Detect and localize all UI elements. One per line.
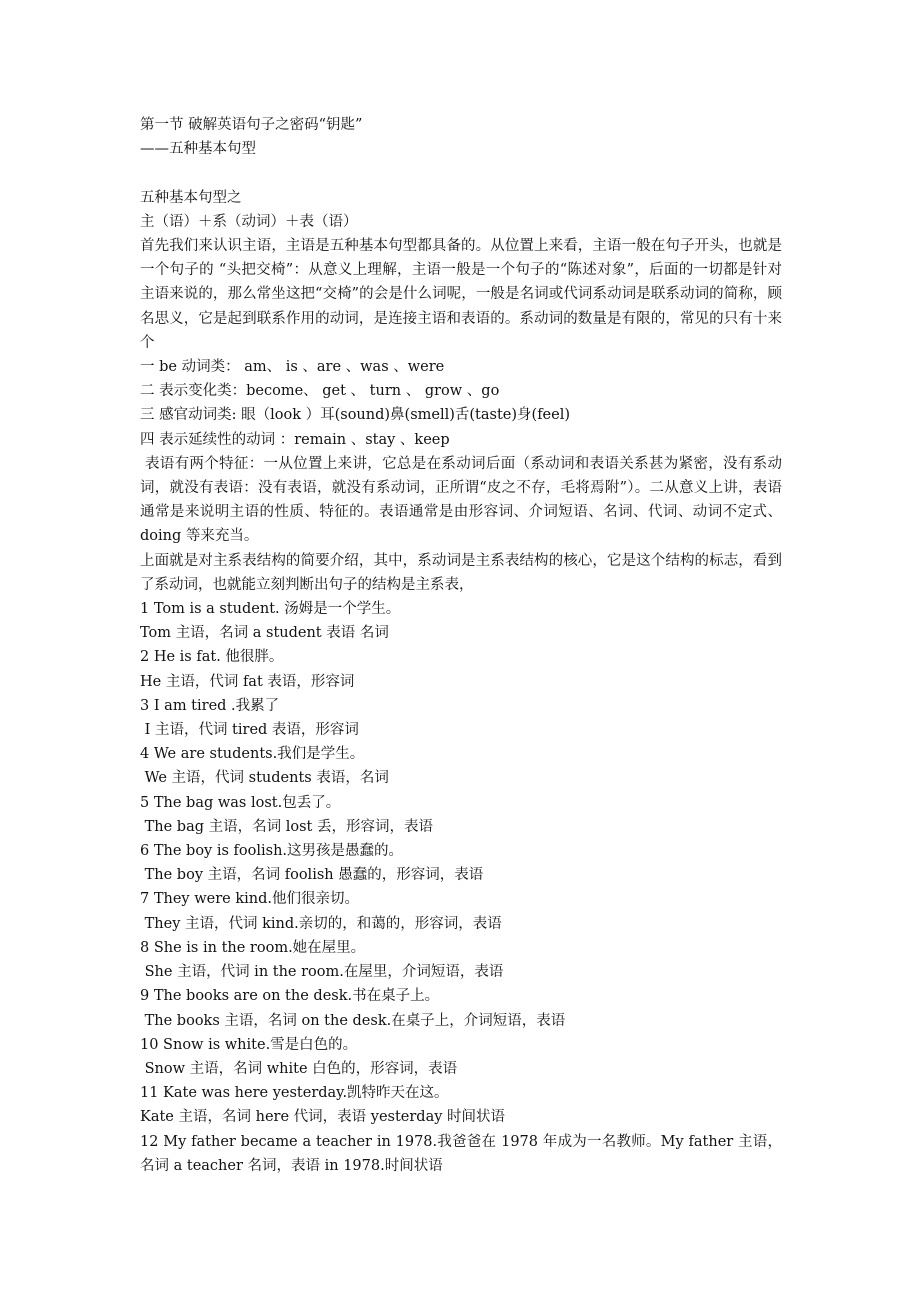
example-sentence: 3 I am tired .我累了 [140,697,280,714]
intro-paragraph: 首先我们来认识主语，主语是五种基本句型都具备的。从位置上来看，主语一般在句子开头，也就是一个句子的 “头把交椅”：从意义上理解，主语一般是一个句子的“陈述对象”，后面的一切都是针对主语来说的，那么常坐这把“交椅”的会是什么词呢，一般是名词或代词系动词是联系动词的简称，顾名思义，它是起到联系作用的动词，是连接主语和表语的。系动词的数量是有限的，常见的只有十来个 [140,238,782,351]
sentence-pattern: 主（语）＋系（动词）＋表（语） [140,213,358,230]
example-analysis: He 主语，代词 fat 表语，形容词 [140,673,355,690]
document-body [140,113,782,1178]
example-sentence: 6 The boy is foolish.这男孩是愚蠢的。 [140,843,404,860]
example-sentence: 1 Tom is a student. 汤姆是一个学生。 [140,601,401,618]
example-sentence: 5 The bag was lost.包丢了。 [140,794,341,811]
example-sentence: 8 She is in the room.她在屋里。 [140,939,366,956]
section-heading: 五种基本句型之 [140,189,242,206]
example-analysis: Tom 主语，名词 a student 表语 名词 [140,625,389,642]
example-sentence: 4 We are students.我们是学生。 [140,746,365,763]
example-sentence: 11 Kate was here yesterday.凯特昨天在这。 [140,1085,449,1102]
example-analysis: Snow 主语，名词 white 白色的，形容词，表语 [140,1060,458,1077]
section-title: 第一节 破解英语句子之密码“钥匙” [140,117,363,133]
blank-line [140,161,782,185]
verb-type-item: 一 be 动词类： am、 is 、are 、was 、were [140,359,445,376]
example-analysis: The boy 主语，名词 foolish 愚蠢的，形容词，表语 [140,867,484,884]
example-analysis: The books 主语，名词 on the desk.在桌子上，介词短语，表语 [140,1012,566,1029]
example-analysis: They 主语，代词 kind.亲切的，和蔼的，形容词，表语 [140,915,502,932]
example-analysis: She 主语，代词 in the room.在屋里，介词短语，表语 [140,964,504,981]
verb-type-item: 四 表示延续性的动词 ：remain 、stay 、keep [140,431,450,448]
example-analysis: I 主语，代词 tired 表语，形容词 [140,722,359,739]
example-sentence: 10 Snow is white.雪是白色的。 [140,1036,358,1053]
example-analysis: The bag 主语，名词 lost 丢，形容词，表语 [140,818,433,835]
verb-type-item: 三 感官动词类: 眼（look ）耳(sound)鼻(smell)舌(taste)身(feel) [140,407,571,424]
example-sentence: 7 They were kind.他们很亲切。 [140,891,359,908]
predicative-paragraph: 表语有两个特征：一从位置上来讲，它总是在系动词后面（系动词和表语关系甚为紧密，没有系动词，就没有表语：没有表语，就没有系动词，正所谓“皮之不存，毛将焉附”）。二从意义上讲，表语通常是来说明主语的性质、特征的。表语通常是由形容词、介词短语、名词、代词、动词不定式、doing 等来充当。 [140,455,783,545]
verb-type-item: 二 表示变化类：become、 get 、 turn 、 grow 、go [140,383,500,400]
example-sentence: 2 He is fat. 他很胖。 [140,649,284,666]
example-sentence: 9 The books are on the desk.书在桌子上。 [140,988,440,1005]
section-subtitle: ——五种基本句型 [140,141,256,158]
example-sentence: 12 My father became a teacher in 1978.我爸爸在 1978 年成为一名教师。My father 主语，名词 a teacher 名词，表语 in 1978.时间状语 [140,1133,782,1174]
example-analysis: We 主语，代词 students 表语，名词 [140,770,389,787]
summary-paragraph: 上面就是对主系表结构的简要介绍，其中，系动词是主系表结构的核心，它是这个结构的标志，看到了系动词，也就能立刻判断出句子的结构是主系表， [140,552,782,593]
example-analysis: Kate 主语，名词 here 代词，表语 yesterday 时间状语 [140,1109,506,1126]
